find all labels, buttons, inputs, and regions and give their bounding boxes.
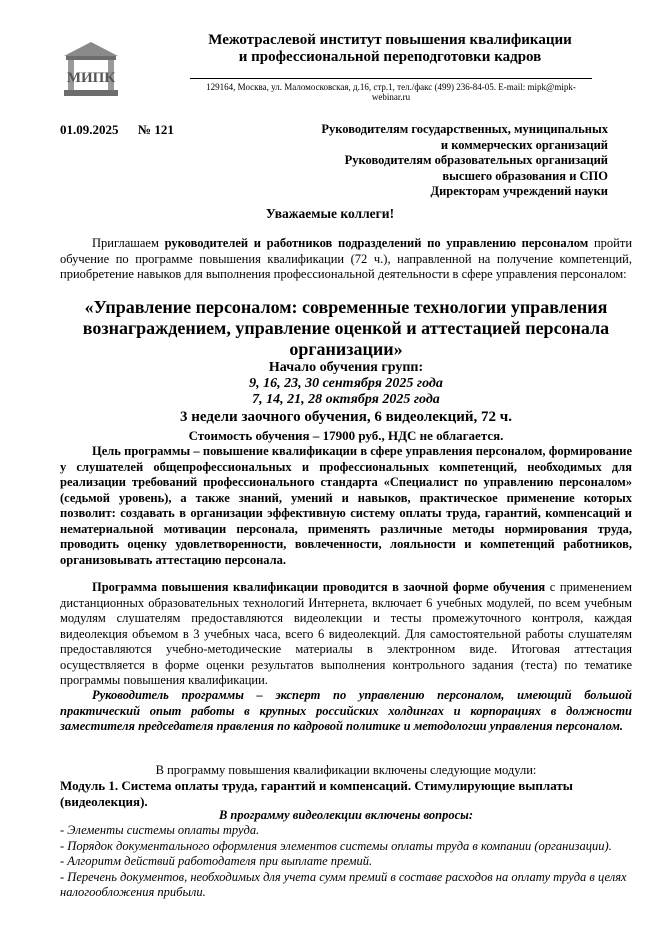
letter-number: № 121 bbox=[138, 122, 174, 137]
modules-intro: В программу повышения квалификации включены следующие модули: bbox=[155, 763, 537, 777]
form-rest: с применением дистанционных образовательных технологий Интернета, включает 6 учебных модулей, по всем учебным модулям слушателям предоставляются видеолекции и тесты промежуточного контроля, каждая видеолекция объемом в 3 учебных часа, всего 6 видеолекций. Для самостоятельной работы слушателям предоставляются учебно-методические материалы в электронном виде. Итоговая аттестация осуществляется в форме оценки результатов выполнения контрольного задания (теста) по тематике программы повышения квалификации. bbox=[60, 580, 632, 687]
start-label: Начало обучения групп: bbox=[268, 360, 424, 375]
institute-logo bbox=[62, 40, 120, 98]
form-bold: Программа повышения квалификации проводится в заочной форме обучения bbox=[92, 580, 546, 594]
list-item: - Элементы системы оплаты труда. bbox=[60, 823, 260, 837]
greeting: Уважаемые коллеги! bbox=[265, 206, 395, 221]
recipients-block bbox=[278, 122, 608, 200]
intro-text-rest: пройти обучение по программе повышения квалификации (72 ч.), направленной на получение компетенций, приобретение навыков для выполнения профессиональной деятельности в сфере управления персоналом: bbox=[60, 236, 633, 281]
header-divider bbox=[190, 78, 592, 79]
list-item: - Алгоритм действий работодателя при выплате премий. bbox=[60, 854, 373, 868]
recipient-line: Директорам учреждений науки bbox=[430, 184, 608, 198]
questions-heading: В программу видеолекции включены вопросы: bbox=[218, 808, 474, 822]
form-paragraph bbox=[60, 580, 632, 689]
recipient-line: Руководителям государственных, муниципальных bbox=[321, 122, 608, 136]
program-head-paragraph: Руководитель программы – эксперт по управлению персоналом, имеющий большой практический опыт работы в крупных российских холдингах и корпорациях в должности заместителя председателя правления по кадровой политике и методологии управления персоналом. bbox=[60, 688, 632, 733]
org-line-2: и профессиональной переподготовки кадров bbox=[238, 49, 542, 65]
institute-name bbox=[190, 32, 590, 66]
intro-paragraph bbox=[60, 236, 632, 283]
questions-list bbox=[60, 823, 632, 901]
module-1-title: Модуль 1. Система оплаты труда, гарантий и компенсаций. Стимулирующие выплаты (видеолекция). bbox=[60, 778, 573, 809]
program-price: Стоимость обучения – 17900 руб., НДС не облагается. bbox=[188, 428, 504, 443]
letter-date: 01.09.2025 bbox=[60, 122, 119, 137]
recipient-line: высшего образования и СПО bbox=[442, 168, 608, 183]
recipient-line: Руководителям образовательных организаций bbox=[344, 153, 608, 167]
logo-lettering: МИПК bbox=[66, 70, 116, 86]
list-item: - Порядок документального оформления элементов системы оплаты труда в компании (организации). bbox=[60, 838, 612, 853]
goal-paragraph: Цель программы – повышение квалификации в сфере управления персоналом, формирование у слушателей общепрофессиональных и профессиональных компетенций, необходимых для реализации требований профессионального стандарта «Специалист по управлению персоналом» (седьмой уровень), а также знаний, умений и навыков, практическое применение которых позволит: создавать в организации эффективную систему оплаты труда, гарантий, компенсаций и нематериальной мотивации персонала, применять различные методы нормирования труда, проводить оценку удовлетворенности, вовлеченности, лояльности и компетенций работников, организовывать аттестацию персонала. bbox=[60, 444, 632, 567]
program-title: «Управление персоналом: современные технологии управления вознаграждением, управление оценкой и аттестацией персонала организации» bbox=[82, 297, 610, 359]
intro-text: Приглашаем bbox=[92, 236, 165, 250]
address-line: 129164, Москва, ул. Маломосковская, д.16, стр.1, тел./факс (499) 236-84-05. E-mail: mipk@mipk-webinar.ru bbox=[206, 82, 576, 102]
recipient-line: и коммерческих организаций bbox=[440, 137, 608, 152]
list-item: - Перечень документов, необходимых для учета сумм премий в составе расходов на оплату труда в целях налогообложения прибыли. bbox=[60, 869, 627, 899]
org-line-1: Межотраслевой институт повышения квалификации bbox=[208, 32, 572, 48]
dates-october: 7, 14, 21, 28 октября 2025 года bbox=[252, 392, 440, 407]
dates-september: 9, 16, 23, 30 сентября 2025 года bbox=[249, 376, 443, 391]
program-format: 3 недели заочного обучения, 6 видеолекций, 72 ч. bbox=[180, 409, 512, 425]
intro-target: руководителей и работников подразделений по управлению персоналом bbox=[164, 236, 589, 250]
